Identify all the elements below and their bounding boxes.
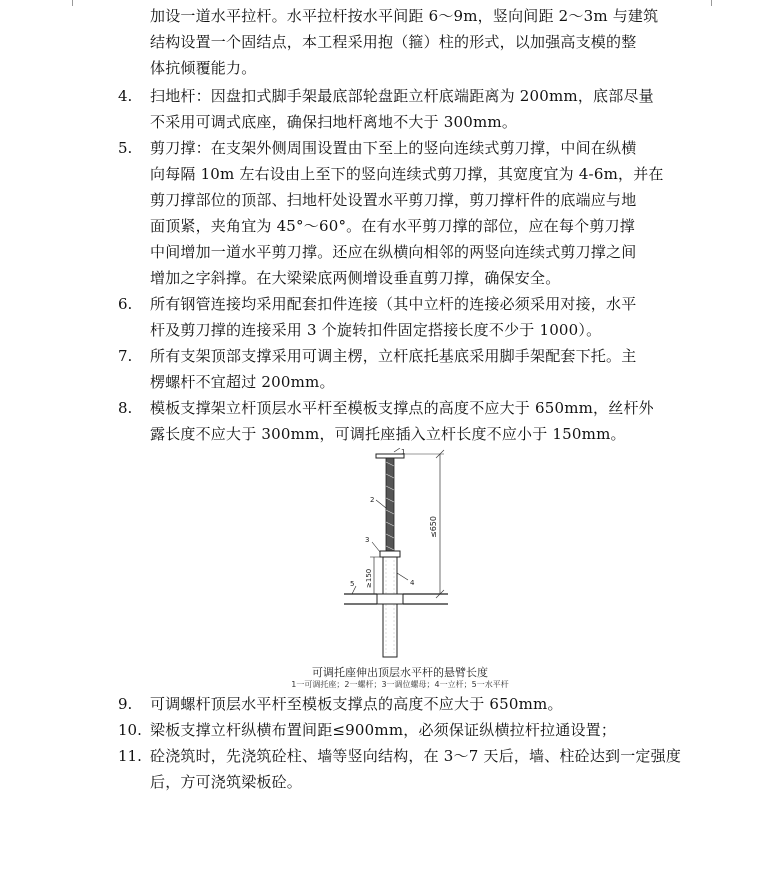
item-5-line-3: 剪刀撑部位的顶部、扫地杆处设置水平剪刀撑，剪刀撑杆件的底端应与地 [150,191,637,209]
item-11-line-1: 砼浇筑时，先浇筑砼柱、墙等竖向结构，在 3～7 天后，墙、柱砼达到一定强度 [150,747,682,765]
item-4-number: 4. [118,87,133,105]
item-3-line-2: 结构设置一个固结点，本工程采用抱（箍）柱的形式，以加强高支模的整 [150,33,637,51]
item-10-number: 10. [118,721,142,739]
item-5-line-2: 向每隔 10m 左右设由上至下的竖向连续式剪刀撑，其宽度宜为 4-6m，并在 [150,165,664,183]
item-5-line-5: 中间增加一道水平剪刀撑。还应在纵横向相邻的两竖向连续式剪刀撑之间 [150,243,637,261]
adjusting-nut [380,551,400,557]
item-7-line-1: 所有支架顶部支撑采用可调主楞，立杆底托基底采用脚手架配套下托。主 [150,347,637,365]
item-7-line-2: 楞螺杆不宜超过 200mm。 [150,373,335,391]
callout-2: 2 [370,496,375,504]
figure-title: 可调托座伸出顶层水平杆的悬臂长度 [312,666,488,679]
item-5-number: 5. [118,139,133,157]
item-5-line-6: 增加之字斜撑。在大梁梁底两侧增设垂直剪刀撑，确保安全。 [150,269,561,287]
figure-legend: 1一可调托座；2一螺杆；3一调位螺母；4一立杆；5一水平杆 [291,680,509,689]
callout-5: 5 [350,580,355,588]
item-6-number: 6. [118,295,133,313]
item-10-line-1: 梁板支撑立杆纵横布置间距≤900mm，必须保证纵横拉杆拉通设置； [150,721,617,739]
item-9-number: 9. [118,695,133,713]
item-11-number: 11. [118,747,142,765]
item-8-line-2: 露长度不应大于 300mm，可调托座插入立杆长度不应小于 150mm。 [150,425,626,443]
item-8-line-1: 模板支撑架立杆顶层水平杆至模板支撑点的高度不应大于 650mm，丝杆外 [150,399,654,417]
item-3-line-1: 加设一道水平拉杆。水平拉杆按水平间距 6～9m，竖向间距 2～3m 与建筑 [150,7,659,25]
dimension-label-top: ≤650 [429,516,438,538]
item-11-line-2: 后，方可浇筑梁板砼。 [150,773,303,791]
item-8-number: 8. [118,399,133,417]
vertical-standard [383,557,397,657]
dimension-label-bottom: ≥150 [365,568,373,588]
item-5-line-1: 剪刀撑：在支架外侧周围设置由下至上的竖向连续式剪刀撑，中间在纵横 [150,139,637,157]
horizontal-ledger-left [344,594,377,604]
callout-3: 3 [365,536,370,544]
callout-1: 1 [401,448,406,456]
item-3-line-3: 体抗倾覆能力。 [150,59,257,77]
callout-4: 4 [410,579,415,587]
coupler [377,594,403,604]
item-5-line-4: 面顶紧，夹角宜为 45°～60°。在有水平剪刀撑的部位，应在每个剪刀撑 [150,217,635,235]
page-corner-mark-left [72,0,73,6]
adjustable-support-figure [330,448,460,663]
screw-rod [386,458,394,553]
item-6-line-1: 所有钢管连接均采用配套扣件连接（其中立杆的连接必须采用对接，水平 [150,295,637,313]
item-4-line-2: 不采用可调式底座，确保扫地杆离地不大于 300mm。 [150,113,518,131]
item-7-number: 7. [118,347,133,365]
item-9-line-1: 可调螺杆顶层水平杆至模板支撑点的高度不应大于 650mm。 [150,695,563,713]
item-6-line-2: 杆及剪刀撑的连接采用 3 个旋转扣件固定搭接长度不少于 1000）。 [150,321,602,339]
adjustable-support-plate [376,454,404,458]
horizontal-ledger-right [403,594,448,604]
item-4-line-1: 扫地杆：因盘扣式脚手架最底部轮盘距立杆底端距离为 200mm，底部尽量 [150,87,654,105]
